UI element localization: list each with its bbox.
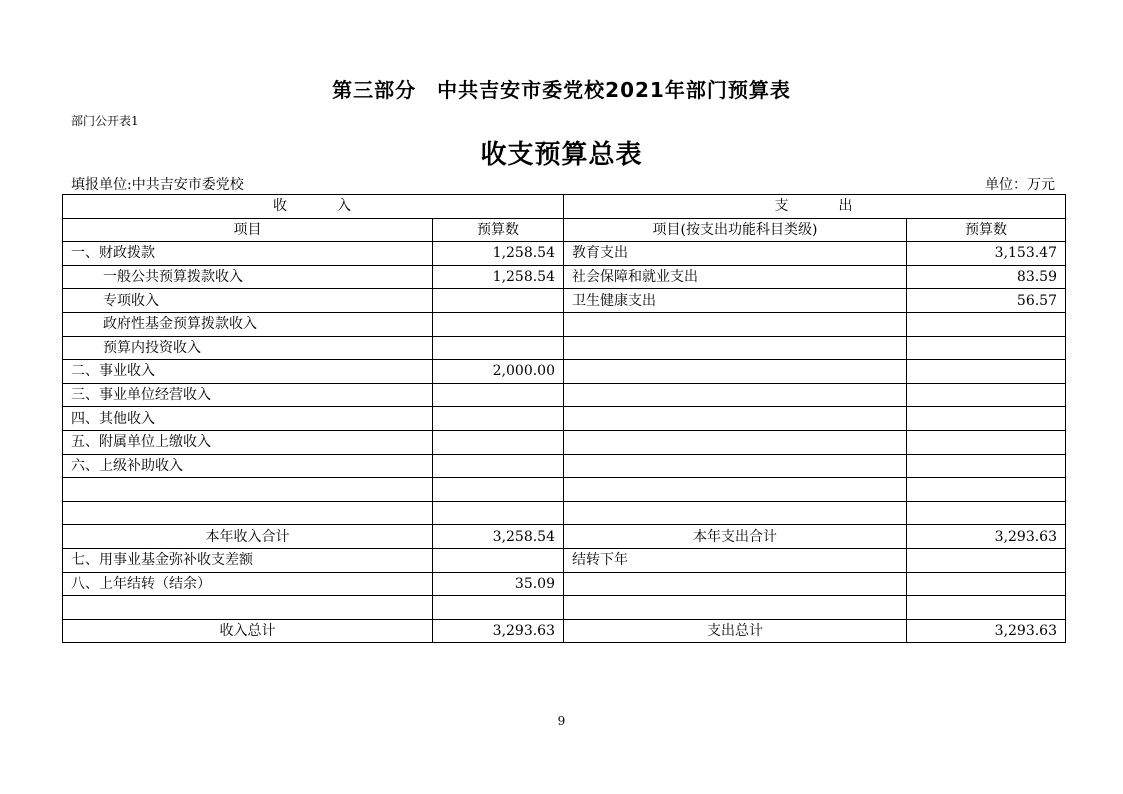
expense-item-cell (564, 478, 907, 502)
income-item-cell: 三、事业单位经营收入 (63, 383, 433, 407)
expense-item-cell: 教育支出 (564, 242, 907, 266)
table-row (63, 360, 1066, 384)
expense-item-cell: 本年支出合计 (564, 525, 907, 549)
income-item-cell: 四、其他收入 (63, 407, 433, 431)
expense-value-cell: 3,293.63 (907, 619, 1066, 643)
expense-item-header: 项目(按支出功能科目类级) (564, 218, 907, 242)
expense-value-cell (907, 454, 1066, 478)
table-row (63, 454, 1066, 478)
table-row (63, 242, 1066, 266)
income-item-cell: 一、财政拨款 (63, 242, 433, 266)
expense-value-cell (907, 596, 1066, 620)
expense-value-cell (907, 430, 1066, 454)
expense-value-cell (907, 312, 1066, 336)
table-row (63, 430, 1066, 454)
table-row (63, 572, 1066, 596)
income-item-cell: 五、附属单位上缴收入 (63, 430, 433, 454)
filing-unit: 填报单位:中共吉安市委党校 (71, 177, 244, 193)
table-row (63, 407, 1066, 431)
expense-item-cell: 社会保障和就业支出 (564, 265, 907, 289)
expense-item-cell (564, 383, 907, 407)
income-item-cell: 七、用事业基金弥补收支差额 (63, 548, 433, 572)
expense-value-cell (907, 336, 1066, 360)
income-value-cell (433, 383, 564, 407)
expense-value-cell (907, 407, 1066, 431)
income-value-cell (433, 312, 564, 336)
expense-item-cell: 结转下年 (564, 548, 907, 572)
income-value-cell (433, 454, 564, 478)
table-row (63, 336, 1066, 360)
income-value-cell: 3,258.54 (433, 525, 564, 549)
currency-unit: 单位：万元 (985, 177, 1055, 193)
expense-item-cell (564, 360, 907, 384)
table-row (63, 289, 1066, 313)
table-row (63, 525, 1066, 549)
expense-item-cell (564, 501, 907, 525)
budget-table (62, 194, 1066, 643)
expense-item-cell: 卫生健康支出 (564, 289, 907, 313)
income-item-cell (63, 596, 433, 620)
income-section-header: 收 入 (63, 195, 564, 219)
expense-item-cell (564, 407, 907, 431)
expense-value-cell: 3,293.63 (907, 525, 1066, 549)
income-value-cell (433, 430, 564, 454)
column-header-row (63, 218, 1066, 242)
expense-value-cell (907, 478, 1066, 502)
expense-value-cell (907, 383, 1066, 407)
income-item-cell: 二、事业收入 (63, 360, 433, 384)
expense-value-cell: 83.59 (907, 265, 1066, 289)
expense-value-cell: 3,153.47 (907, 242, 1066, 266)
income-item-cell: 政府性基金预算拨款收入 (63, 312, 433, 336)
income-value-cell (433, 407, 564, 431)
income-value-cell: 1,258.54 (433, 242, 564, 266)
table-row (63, 619, 1066, 643)
expense-item-cell (564, 572, 907, 596)
income-item-cell: 一般公共预算拨款收入 (63, 265, 433, 289)
income-value-cell (433, 501, 564, 525)
section-header-row (63, 195, 1066, 219)
expense-value-cell (907, 572, 1066, 596)
page-number: 9 (557, 714, 566, 728)
expense-value-cell: 56.57 (907, 289, 1066, 313)
income-item-cell: 专项收入 (63, 289, 433, 313)
table-title: 收支预算总表 (480, 140, 643, 170)
income-item-cell: 预算内投资收入 (63, 336, 433, 360)
income-value-cell (433, 596, 564, 620)
income-value-cell: 35.09 (433, 572, 564, 596)
income-item-cell (63, 478, 433, 502)
form-number: 部门公开表1 (71, 114, 139, 128)
expense-item-cell (564, 596, 907, 620)
part-title: 第三部分 中共吉安市委党校2021年部门预算表 (332, 78, 791, 102)
table-row (63, 548, 1066, 572)
expense-value-cell (907, 501, 1066, 525)
table-row (63, 383, 1066, 407)
expense-item-cell: 支出总计 (564, 619, 907, 643)
table-row (63, 478, 1066, 502)
table-row (63, 596, 1066, 620)
income-item-cell: 收入总计 (63, 619, 433, 643)
income-value-cell (433, 478, 564, 502)
income-item-cell: 八、上年结转（结余） (63, 572, 433, 596)
income-value-cell (433, 548, 564, 572)
expense-value-cell (907, 548, 1066, 572)
table-row (63, 501, 1066, 525)
expense-item-cell (564, 430, 907, 454)
table-row (63, 265, 1066, 289)
income-item-cell (63, 501, 433, 525)
income-item-header: 项目 (63, 218, 433, 242)
income-budget-header: 预算数 (433, 218, 564, 242)
table-row (63, 312, 1066, 336)
expense-item-cell (564, 454, 907, 478)
income-value-cell: 3,293.63 (433, 619, 564, 643)
expense-item-cell (564, 336, 907, 360)
income-value-cell: 2,000.00 (433, 360, 564, 384)
expense-item-cell (564, 312, 907, 336)
expense-budget-header: 预算数 (907, 218, 1066, 242)
income-value-cell: 1,258.54 (433, 265, 564, 289)
income-value-cell (433, 289, 564, 313)
income-value-cell (433, 336, 564, 360)
income-item-cell: 六、上级补助收入 (63, 454, 433, 478)
income-item-cell: 本年收入合计 (63, 525, 433, 549)
expense-value-cell (907, 360, 1066, 384)
expense-section-header: 支 出 (564, 195, 1066, 219)
